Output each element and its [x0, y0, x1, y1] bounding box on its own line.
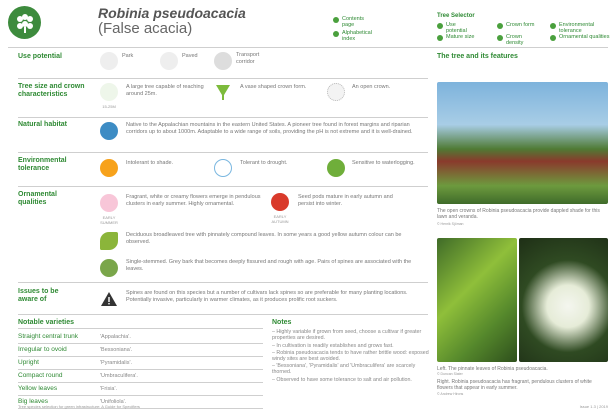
height-tag: 15-25M [102, 104, 116, 109]
paved-text: Paved [182, 53, 198, 59]
divider [18, 382, 263, 383]
photo-caption-3: Right. Robinia pseudoacacia has fragrant, pendulous clusters of white flowers that appear in early summer. [437, 379, 592, 391]
paved-icon [160, 52, 178, 70]
shade-text: Intolerant to shade. [126, 160, 174, 166]
vase-crown-icon [214, 83, 232, 101]
variety-label: Big leaves [18, 398, 48, 405]
environmental-tolerance-link[interactable]: Environmental tolerance [550, 22, 610, 34]
tree-and-house-photo [437, 82, 608, 204]
variety-value: 'Appalachia'. [100, 334, 131, 340]
divider [18, 78, 428, 79]
arrow-icon [550, 23, 556, 29]
varieties-title: Notable varieties [18, 319, 75, 326]
park-icon [100, 52, 118, 70]
leaves-text: Deciduous broadleaved tree with pinnately compound leaves. In some years a good yellow autumn colour can be observed. [126, 232, 402, 245]
logo [8, 6, 41, 39]
bark-tree-icon [100, 259, 118, 277]
flowers-tag: EARLY SUMMER [100, 215, 118, 225]
issues-label: Issues to be aware of [18, 288, 59, 303]
arrow-icon [437, 23, 443, 29]
transport-text: Transport corridor [236, 52, 260, 65]
divider [18, 152, 428, 153]
variety-label: Irregular to ovoid [18, 346, 67, 353]
photo-credit-2: © Duncan Slater [437, 372, 463, 376]
arrow-icon [333, 31, 339, 37]
issues-text: Spines are found on this species but a number of cultivars lack spines so are preferable for many planting locations. Potentially invasive, particularly in warmer climates, as it produces prolific root suckers. [126, 290, 408, 303]
divider [18, 395, 263, 396]
photo-caption-2: Left. The pinnate leaves of Robinia pseudoacacia. [437, 366, 548, 372]
transport-icon [214, 52, 232, 70]
variety-value: 'Bessoniana'. [100, 347, 133, 353]
seeds-text: Seed pods mature in early autumn and persist into winter. [298, 194, 393, 207]
footer-left: Tree species selection for green infrastructure: A Guide for Specifiers [18, 404, 140, 409]
note-item: – Highly variable if grown from seed, choose a cultivar if greater properties are desired. [272, 329, 422, 342]
tree-selector-title: Tree Selector [437, 13, 475, 19]
crown-density-link[interactable]: Crown density [497, 34, 537, 46]
note-item: – Robinia pseudoacacia tends to have rather brittle wood: exposed windy sites are best avoided. [272, 350, 429, 363]
habitat-label: Natural habitat [18, 121, 68, 128]
arrow-icon [437, 35, 443, 41]
globe-icon [100, 122, 118, 140]
crown-form-text: A vase shaped crown form. [240, 84, 307, 90]
variety-value: 'Pyramidalis'. [100, 360, 133, 366]
photo-credit-1: © Henrik Sjöman [437, 222, 464, 226]
note-item: – Observed to have some tolerance to salt and air pollution. [272, 377, 412, 383]
drought-text: Tolerant to drought. [240, 160, 288, 166]
variety-label: Straight central trunk [18, 333, 78, 340]
variety-label: Upright [18, 359, 39, 366]
photo-credit-3: © Andrew Hirons [437, 392, 464, 396]
variety-value: 'Unifoliola'. [100, 399, 127, 405]
bark-text: Single-stemmed. Grey bark that becomes deeply fissured and rough with age. Pairs of spines are associated with the leaves. [126, 259, 412, 272]
seed-icon [271, 193, 289, 211]
variety-label: Compact round [18, 372, 63, 379]
note-item: – 'Bessoniana', 'Pyramidalis' and 'Umbraculifera' are scarcely thorned. [272, 363, 416, 376]
scientific-name: Robinia pseudoacacia [98, 5, 246, 21]
arrow-icon [497, 35, 503, 41]
leaf-icon [100, 232, 118, 250]
divider [18, 328, 263, 329]
page-title [98, 5, 246, 37]
waterlogging-text: Sensitive to waterlogging. [352, 160, 415, 166]
tree-size-label: Tree size and crown characteristics [18, 83, 85, 98]
common-name: (False acacia) [98, 20, 193, 37]
arrow-icon [550, 35, 556, 41]
habitat-text: Native to the Appalachian mountains in the eastern United States. A pioneer tree found in forest margins and riparian corridors up to about 1000m. Adaptable to a wide range of soils, providing the pH is not extreme and it is well-drained. [126, 122, 413, 135]
waterlogged-tree-icon [327, 159, 345, 177]
variety-value: 'Umbraculifera'. [100, 373, 138, 379]
header-divider [8, 47, 608, 48]
warning-icon [100, 290, 118, 308]
park-text: Park [122, 53, 134, 59]
size-text: A large tree capable of reaching around 25m. [126, 84, 204, 97]
divider [18, 186, 428, 187]
ornamental-label: Ornamental qualities [18, 191, 57, 206]
alphabetical-index-link[interactable]: Alphabetical index [333, 30, 373, 42]
variety-value: 'Frisia'. [100, 386, 118, 392]
divider [18, 369, 263, 370]
notes-title: Notes [272, 319, 292, 326]
env-label: Environmental tolerance [18, 157, 67, 172]
variety-label: Yellow leaves [18, 385, 58, 392]
seeds-tag: EARLY AUTUMN [271, 214, 289, 224]
ornamental-qualities-link[interactable]: Ornamental qualities [550, 34, 610, 41]
photos-title: The tree and its features [437, 53, 518, 60]
sun-icon [100, 159, 118, 177]
photo-caption-1: The open crowns of Robinia pseudoacacia provide dappled shade for this lawn and veranda. [437, 208, 600, 220]
divider [18, 117, 428, 118]
divider [18, 356, 263, 357]
crown-form-link[interactable]: Crown form [497, 22, 537, 29]
flowers-text: Fragrant, white or creamy flowers emerge in pendulous clusters in early summer. Highly ornamental. [126, 194, 261, 207]
water-drop-icon [214, 159, 232, 177]
contents-page-link[interactable]: Contents page [333, 16, 373, 28]
divider [18, 282, 428, 283]
pinnate-leaves-photo [437, 238, 517, 362]
tree-size-icon [100, 83, 118, 101]
note-item: – In cultivation is readily establishes and grows fast. [272, 343, 394, 349]
arrow-icon [497, 23, 503, 29]
flower-icon [100, 194, 118, 212]
use-potential-label: Use potential [18, 53, 62, 60]
use-potential-link[interactable]: Use potential [437, 22, 477, 34]
divider [18, 343, 263, 344]
mature-size-link[interactable]: Mature size [437, 34, 477, 41]
divider [18, 314, 428, 315]
arrow-icon [333, 17, 339, 23]
crown-density-text: An open crown. [352, 84, 391, 90]
footer-right: Issue 1.3 | 2019 [579, 404, 608, 409]
open-crown-icon [327, 83, 345, 101]
white-flowers-photo [519, 238, 608, 362]
tree-logo-icon [14, 12, 36, 34]
